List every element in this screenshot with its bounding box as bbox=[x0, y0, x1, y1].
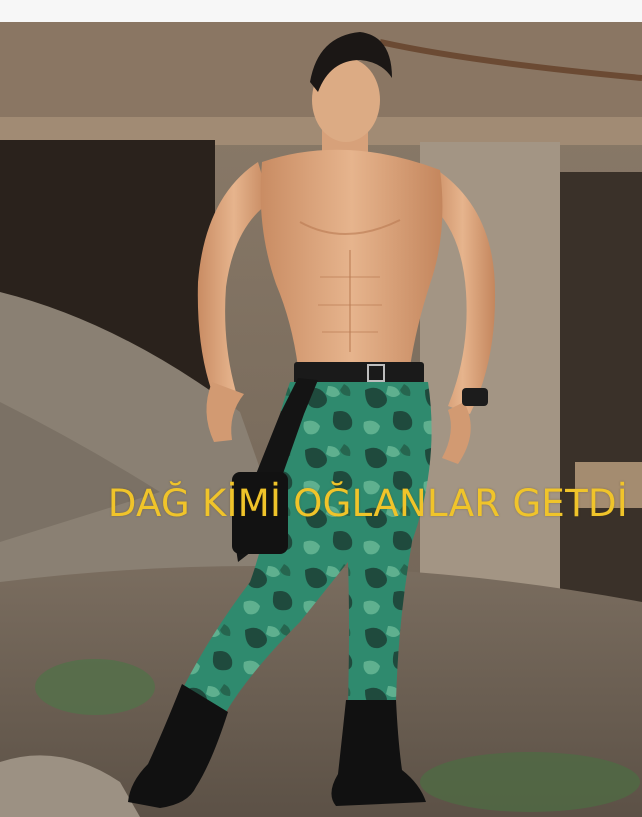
photo bbox=[0, 22, 642, 817]
shirtless-man-in-camouflage-photo-icon bbox=[0, 22, 642, 817]
caption-text: DAĞ KİMİ OĞLANLAR GETDİ bbox=[107, 482, 628, 525]
top-status-bar bbox=[0, 0, 642, 23]
